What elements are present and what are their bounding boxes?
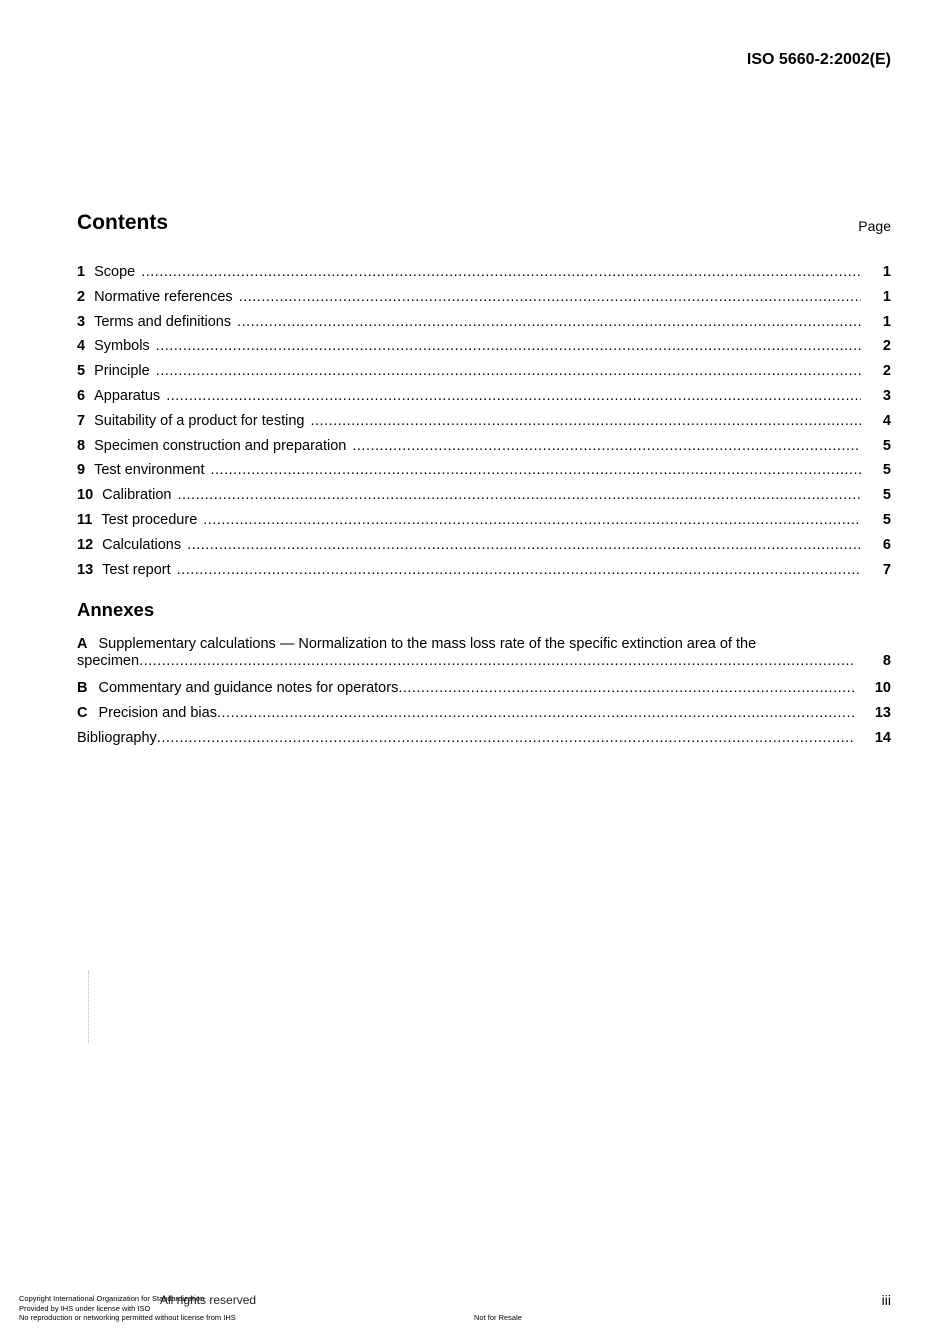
toc-entry-number: 4 [77, 338, 86, 355]
footer-not-for-resale: Not for Resale [474, 1313, 522, 1322]
contents-heading: Contents [77, 211, 168, 234]
toc-entry-9[interactable] [77, 461, 891, 486]
toc-entry-number: 7 [77, 412, 86, 429]
toc-entry-3[interactable] [77, 313, 891, 338]
toc-entry-title: Test procedure [101, 511, 198, 528]
toc-entry-number: 3 [77, 313, 86, 330]
toc-entry-page: 5 [882, 511, 891, 528]
toc-entry-page: 7 [882, 561, 891, 578]
annex-page: 10 [874, 680, 891, 696]
annex-entry-a[interactable] [77, 635, 891, 679]
footer-copyright-line: Copyright International Organization for Standardization [19, 1294, 205, 1303]
toc-entry-page: 1 [882, 313, 891, 330]
toc-entry-number: 6 [77, 387, 86, 404]
dot-leader [217, 704, 855, 722]
toc-entry-number: 1 [77, 264, 86, 280]
toc-entry-8[interactable] [77, 437, 891, 462]
bibliography-title: Bibliography [77, 729, 157, 746]
toc-entry-2[interactable] [77, 288, 891, 313]
toc-entry-11[interactable] [77, 511, 891, 536]
annex-title: Commentary and guidance notes for operators [98, 680, 399, 696]
toc-entry-13[interactable] [77, 561, 891, 586]
toc-entry-title: Terms and definitions [94, 313, 232, 330]
toc-entry-7[interactable] [77, 412, 891, 437]
toc-entry-title: Scope [94, 264, 136, 280]
toc-entry-number: 12 [77, 536, 94, 553]
toc-entry-page: 3 [882, 387, 891, 404]
dot-leader [239, 288, 861, 306]
annex-entry-c[interactable] [77, 704, 891, 729]
annex-page: 13 [874, 704, 891, 721]
toc-entry-page: 4 [882, 412, 891, 429]
toc-entry-4[interactable] [77, 337, 891, 362]
toc-entry-title: Calculations [102, 536, 182, 553]
dot-leader [398, 679, 855, 697]
toc-entry-number: 10 [77, 487, 94, 504]
toc-entry-number: 2 [77, 288, 86, 305]
annex-letter: B [77, 680, 88, 696]
toc-entry-title: Test environment [94, 462, 205, 479]
annex-page: 8 [882, 653, 891, 669]
toc-entry-10[interactable] [77, 486, 891, 511]
footer-page-number: iii [881, 1292, 891, 1308]
annex-entry-continuation [77, 653, 891, 679]
dot-leader [141, 263, 861, 281]
footer-rights-reserved: All rights reserved [160, 1293, 257, 1307]
toc-entry-number: 11 [77, 511, 93, 528]
toc-entry-page: 6 [882, 536, 891, 553]
toc-entry-number: 8 [77, 437, 86, 454]
footer-copyright-line: Provided by IHS under license with ISO [19, 1303, 151, 1313]
annex-list [77, 635, 891, 753]
table-of-contents [77, 263, 891, 585]
margin-watermark-mark [88, 971, 90, 1043]
toc-entry-title: Suitability of a product for testing [94, 412, 305, 429]
toc-entry-number: 5 [77, 363, 86, 380]
dot-leader [139, 653, 855, 669]
toc-entry-page: 1 [882, 264, 891, 280]
toc-entry-page: 5 [882, 462, 891, 479]
dot-leader [177, 486, 861, 504]
bibliography-page: 14 [874, 729, 891, 746]
annex-title-line2: specimen [77, 653, 140, 669]
dot-leader [157, 729, 855, 747]
dot-leader [203, 511, 861, 529]
annex-entry-first-line [77, 635, 891, 653]
toc-entry-1[interactable] [77, 263, 891, 288]
toc-entry-title: Test report [102, 561, 171, 578]
dot-leader [211, 461, 862, 479]
toc-entry-title: Specimen construction and preparation [94, 437, 347, 454]
annex-letter: C [77, 704, 88, 721]
dot-leader [187, 536, 861, 554]
toc-entry-page: 2 [882, 338, 891, 355]
dot-leader [237, 313, 861, 331]
toc-entry-title: Normative references [94, 288, 233, 305]
toc-entry-title: Apparatus [94, 387, 161, 404]
bibliography-entry[interactable] [77, 729, 891, 754]
toc-entry-12[interactable] [77, 536, 891, 561]
dot-leader [156, 362, 861, 380]
toc-entry-5[interactable] [77, 362, 891, 387]
toc-entry-number: 13 [77, 561, 94, 578]
toc-entry-title: Principle [94, 363, 150, 380]
page-column-label: Page [858, 218, 891, 234]
annex-title: Precision and bias [98, 704, 217, 721]
document-reference: ISO 5660-2:2002(E) [746, 51, 891, 68]
toc-entry-title: Symbols [94, 338, 150, 355]
annex-entry-b[interactable] [77, 679, 891, 704]
annex-letter: A [77, 636, 88, 652]
footer-copyright-line: No reproduction or networking permitted without license from IHS [19, 1313, 236, 1322]
toc-entry-title: Calibration [102, 487, 172, 504]
annexes-heading: Annexes [77, 599, 155, 620]
toc-entry-page: 5 [882, 437, 891, 454]
dot-leader [166, 387, 861, 405]
dot-leader [156, 337, 861, 355]
footer-copyright-notice [19, 1294, 236, 1323]
toc-entry-page: 2 [882, 363, 891, 380]
toc-entry-page: 1 [882, 288, 891, 305]
dot-leader [352, 437, 861, 455]
toc-entry-page: 5 [882, 487, 891, 504]
annex-title-line1: Supplementary calculations — Normalization to the mass loss rate of the specific extinction area of the [98, 636, 757, 652]
dot-leader [177, 561, 861, 579]
dot-leader [310, 412, 861, 430]
toc-entry-number: 9 [77, 462, 86, 479]
toc-entry-6[interactable] [77, 387, 891, 412]
